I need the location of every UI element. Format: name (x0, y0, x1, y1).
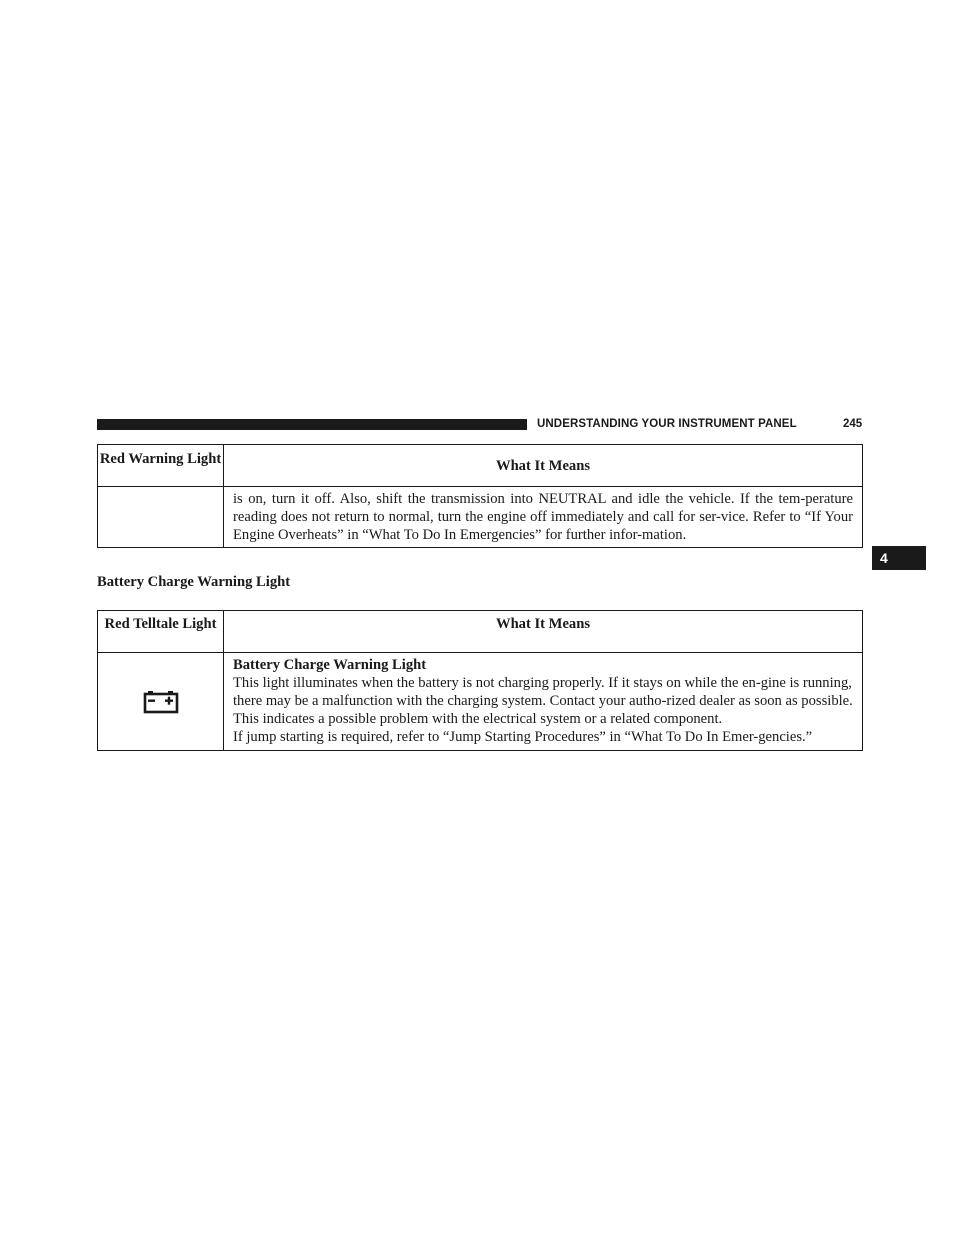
meaning-cell (224, 653, 863, 751)
row-title: Battery Charge Warning Light (233, 657, 427, 673)
column-header-telltale-light: Red Telltale Light (98, 611, 224, 653)
battery-icon (143, 690, 179, 714)
column-header-meaning: What It Means (224, 445, 863, 487)
header-rule (97, 419, 527, 430)
section-heading: Battery Charge Warning Light (97, 574, 291, 590)
meaning-body-jump-start: If jump starting is required, refer to “Jump Starting Procedures” in “What To Do In Emer-gencies.” (233, 729, 813, 745)
table-row (98, 487, 863, 548)
table-row (98, 653, 863, 751)
icon-cell (98, 653, 224, 751)
column-header-meaning: What It Means (224, 611, 863, 653)
chapter-tab: 4 (872, 546, 926, 570)
running-header-title: UNDERSTANDING YOUR INSTRUMENT PANEL (537, 418, 797, 430)
battery-warning-table (97, 610, 863, 751)
page-number: 245 (843, 418, 863, 430)
meaning-cell: is on, turn it off. Also, shift the transmission into NEUTRAL and idle the vehicle. If the tem-perature reading does not return to normal, turn the engine off immediately and call for ser-vice. Refer to “If Your Engine Overheats” in “What To Do In Emergencies” for further infor-mation. (224, 487, 863, 548)
table-header-row (98, 445, 863, 487)
column-header-warning-light: Red Warning Light (98, 445, 224, 487)
table-header-row (98, 611, 863, 653)
warning-light-table-continued (97, 444, 863, 548)
icon-cell-empty (98, 487, 224, 548)
meaning-body: This light illuminates when the battery is not charging properly. If it stays on while the en-gine is running, there may be a malfunction with the charging system. Contact your autho-rized dealer as soon as possible. This indicates a possible problem with the electrical system or a related component. (233, 675, 853, 727)
